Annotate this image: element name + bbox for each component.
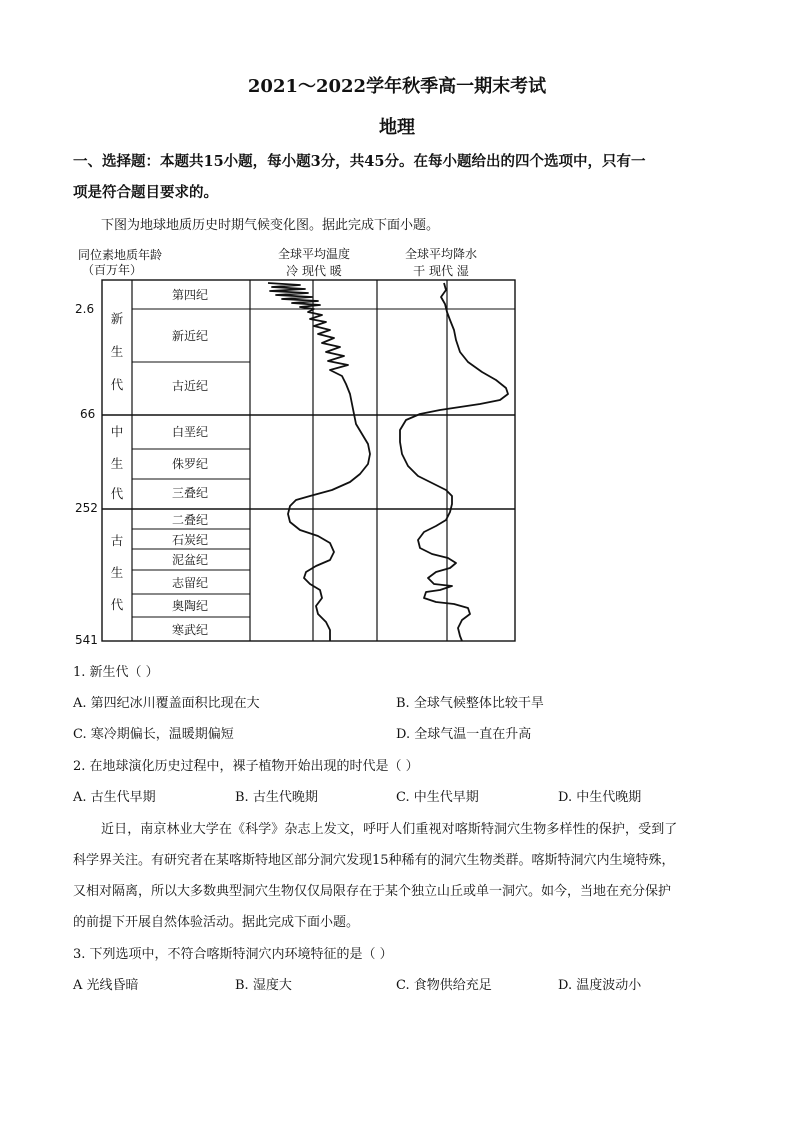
period-label: 侏罗纪 — [171, 457, 209, 471]
age-label: 66 — [80, 407, 96, 421]
temp-header-line2: 冷 现代 暖 — [286, 264, 342, 278]
period-label: 新近纪 — [171, 329, 209, 343]
period-label: 第四纪 — [171, 288, 209, 302]
period-label: 二叠纪 — [171, 513, 209, 527]
precipitation-curve — [400, 283, 508, 641]
question-3-stem: 3. 下列选项中，不符合喀斯特洞穴内环境特征的是（ ） — [73, 947, 393, 962]
period-label: 奥陶纪 — [171, 599, 209, 613]
era-char: 代 — [110, 377, 124, 392]
section-heading-line2: 项是符合题目要求的。 — [73, 184, 218, 201]
period-label: 泥盆纪 — [171, 553, 209, 567]
age-label: 541 — [75, 633, 98, 647]
intro-text: 下图为地球地质历史时期气候变化图。据此完成下面小题。 — [101, 218, 440, 233]
question-3-option-a[interactable]: A 光线昏暗 — [73, 978, 139, 993]
question-1-stem: 1. 新生代（ ） — [73, 665, 159, 680]
era-char: 生 — [110, 344, 124, 359]
question-1-option-c[interactable]: C. 寒冷期偏长，温暖期偏短 — [73, 727, 234, 742]
climate-change-figure — [70, 240, 530, 650]
era-char: 生 — [110, 456, 124, 471]
age-label: 252 — [75, 501, 98, 515]
age-header-line1: 同位素地质年龄 — [77, 248, 163, 262]
era-char: 古 — [110, 533, 124, 548]
passage-line: 又相对隔离，所以大多数典型洞穴生物仅仅局限存在于某个独立山丘或单一洞穴。如今，当地在充分保护 — [73, 884, 672, 899]
exam-title: 2021～2022学年秋季高一期末考试 — [247, 76, 547, 97]
question-2-option-c[interactable]: C. 中生代早期 — [396, 790, 479, 805]
age-label: 2.6 — [75, 302, 95, 316]
question-2-option-b[interactable]: B. 古生代晚期 — [235, 790, 318, 805]
era-char: 中 — [110, 424, 124, 439]
passage-line: 近日，南京林业大学在《科学》杂志上发文，呼吁人们重视对喀斯特洞穴生物多样性的保护，受到了 — [101, 822, 678, 837]
period-label: 三叠纪 — [171, 486, 209, 500]
figure-frame — [102, 280, 515, 641]
question-3-option-b[interactable]: B. 湿度大 — [235, 978, 292, 993]
question-3-option-c[interactable]: C. 食物供给充足 — [396, 978, 492, 993]
period-label: 白垩纪 — [171, 425, 209, 439]
era-char: 代 — [110, 486, 124, 501]
age-header-line2: （百万年） — [81, 263, 143, 277]
era-char: 新 — [110, 311, 124, 326]
period-label: 石炭纪 — [171, 533, 209, 547]
period-label: 寒武纪 — [171, 623, 209, 637]
temperature-curve — [268, 283, 370, 641]
precip-header-line2: 干 现代 湿 — [413, 264, 469, 278]
question-1-option-d[interactable]: D. 全球气温一直在升高 — [396, 727, 532, 742]
temp-header-line1: 全球平均温度 — [277, 247, 351, 261]
era-char: 生 — [110, 565, 124, 580]
question-1-option-b[interactable]: B. 全球气候整体比较干旱 — [396, 696, 544, 711]
period-label: 志留纪 — [171, 576, 209, 590]
question-2-option-a[interactable]: A. 古生代早期 — [73, 790, 156, 805]
era-char: 代 — [110, 597, 124, 612]
period-label: 古近纪 — [171, 379, 209, 393]
passage-line: 的前提下开展自然体验活动。据此完成下面小题。 — [73, 915, 360, 930]
section-heading-line1: 一、选择题：本题共15小题，每小题3分，共45分。在每小题给出的四个选项中，只有一 — [73, 153, 646, 170]
precip-header-line1: 全球平均降水 — [404, 247, 478, 261]
subject-title: 地理 — [379, 117, 415, 138]
question-2-option-d[interactable]: D. 中生代晚期 — [558, 790, 642, 805]
question-3-option-d[interactable]: D. 温度波动小 — [558, 978, 642, 993]
question-2-stem: 2. 在地球演化历史过程中，裸子植物开始出现的时代是（ ） — [73, 759, 419, 774]
passage-line: 科学界关注。有研究者在某喀斯特地区部分洞穴发现15种稀有的洞穴生物类群。喀斯特洞穴内生境特殊， — [73, 853, 675, 868]
question-1-option-a[interactable]: A. 第四纪冰川覆盖面积比现在大 — [73, 696, 260, 711]
